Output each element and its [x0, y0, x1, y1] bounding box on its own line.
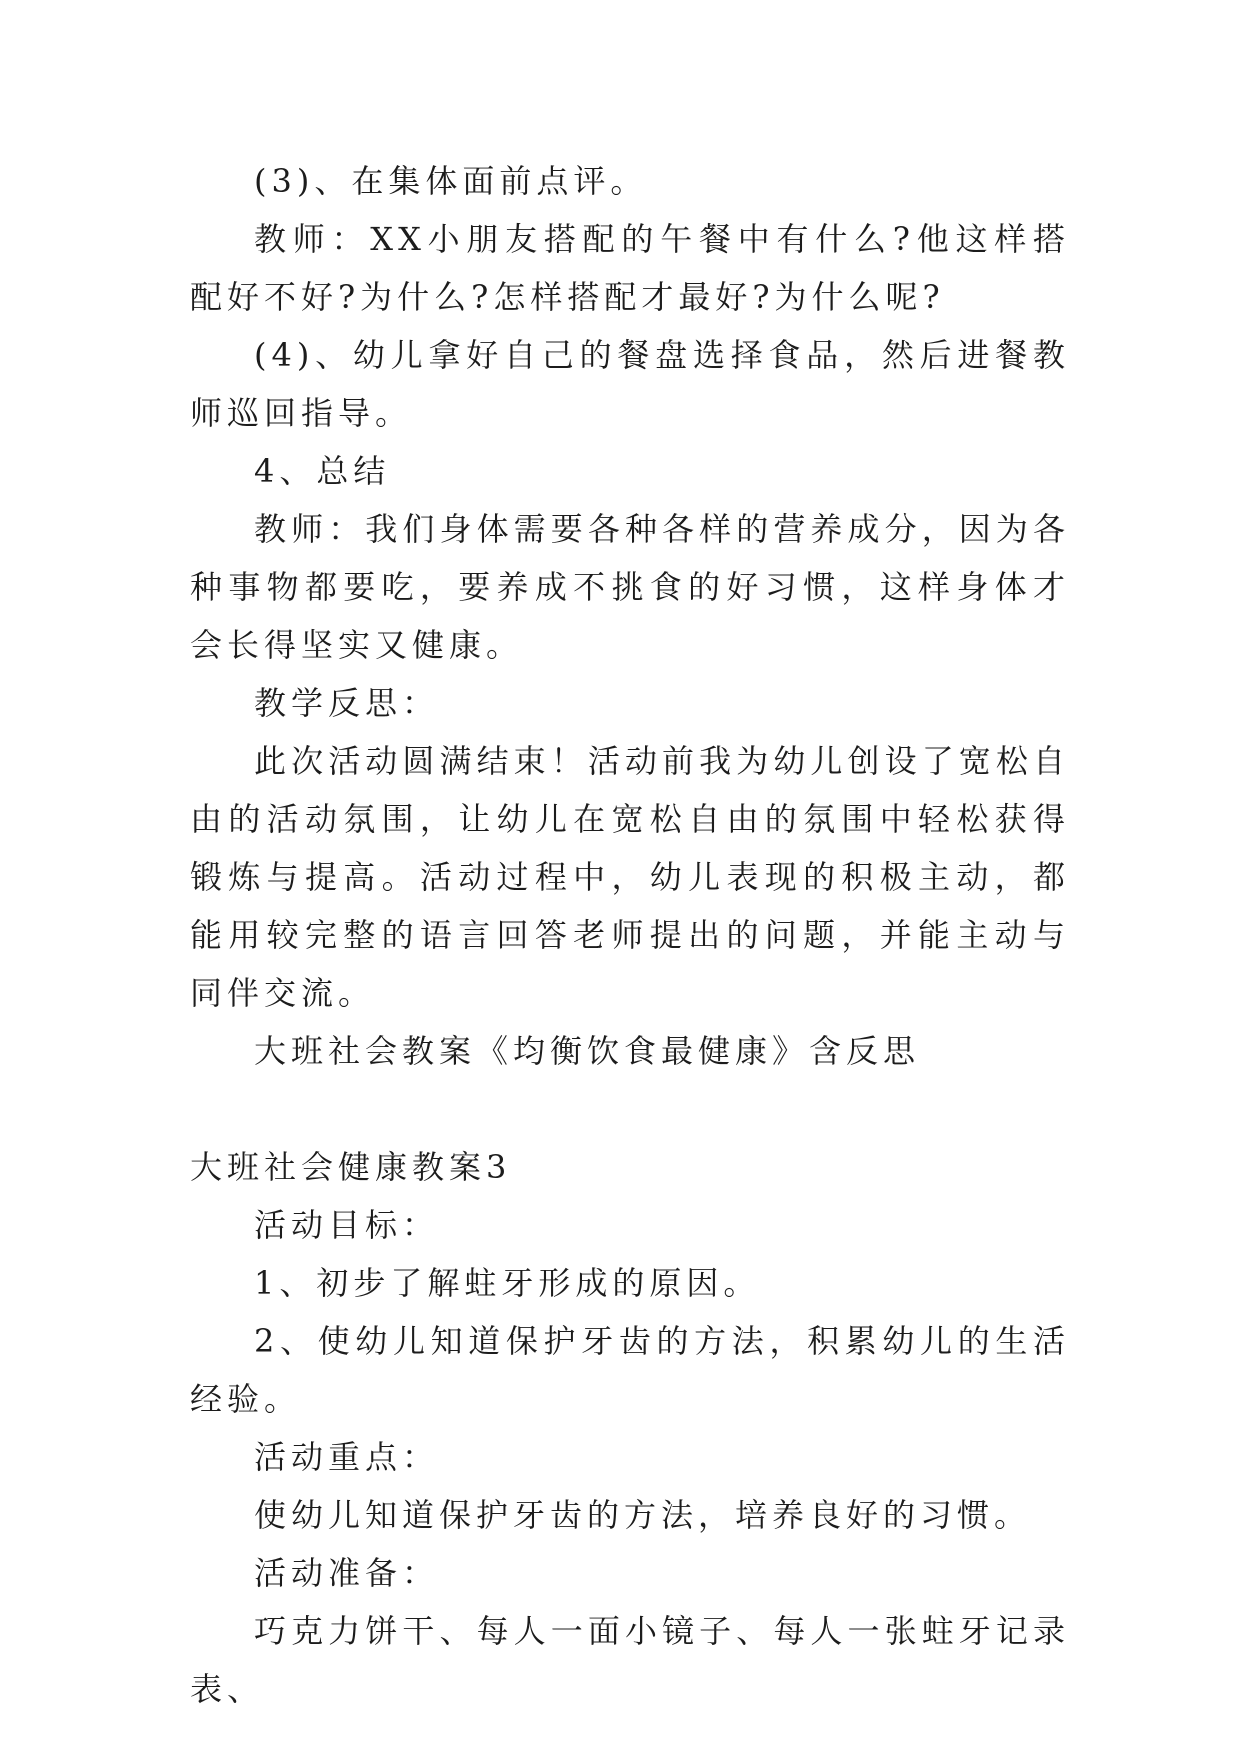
- paragraph-prep-body: 巧克力饼干、每人一面小镜子、每人一张蛀牙记录表、: [190, 1612, 1070, 1708]
- paragraph-goal-1: 1、初步了解蛀牙形成的原因。: [254, 1264, 761, 1302]
- paragraph-step-3: (3)、在集体面前点评。: [254, 162, 648, 200]
- paragraph-reflection-body: 此次活动圆满结束！活动前我为幼儿创设了宽松自由的活动氛围，让幼儿在宽松自由的氛围中轻松获得锻炼与提高。活动过程中，幼儿表现的积极主动，都能用较完整的语言回答老师提出的问题，并能主动与同伴交流。: [190, 742, 1070, 1012]
- paragraph-reflection-heading: 教学反思：: [254, 684, 440, 722]
- paragraph-goal-2: 2、使幼儿知道保护牙齿的方法，积累幼儿的生活经验。: [190, 1322, 1070, 1418]
- document-body: [190, 152, 1070, 1718]
- paragraph-teacher-question: 教师：XX小朋友搭配的午餐中有什么?他这样搭配好不好?为什么?怎样搭配才最好?为什么呢?: [190, 220, 1070, 316]
- paragraph-goals-heading: 活动目标：: [254, 1206, 440, 1244]
- paragraph-lesson-title: 大班社会教案《均衡饮食最健康》含反思: [254, 1032, 921, 1070]
- paragraph-teacher-summary: 教师：我们身体需要各种各样的营养成分，因为各种事物都要吃，要养成不挑食的好习惯，这样身体才会长得坚实又健康。: [190, 510, 1070, 664]
- paragraph-focus-heading: 活动重点：: [254, 1438, 440, 1476]
- paragraph-summary-heading: 4、总结: [254, 452, 391, 490]
- paragraph-prep-heading: 活动准备：: [254, 1554, 440, 1592]
- paragraph-focus-body: 使幼儿知道保护牙齿的方法，培养良好的习惯。: [254, 1496, 1032, 1534]
- paragraph-step-4: (4)、幼儿拿好自己的餐盘选择食品，然后进餐教师巡回指导。: [190, 336, 1070, 432]
- section-heading: 大班社会健康教案3: [190, 1148, 512, 1186]
